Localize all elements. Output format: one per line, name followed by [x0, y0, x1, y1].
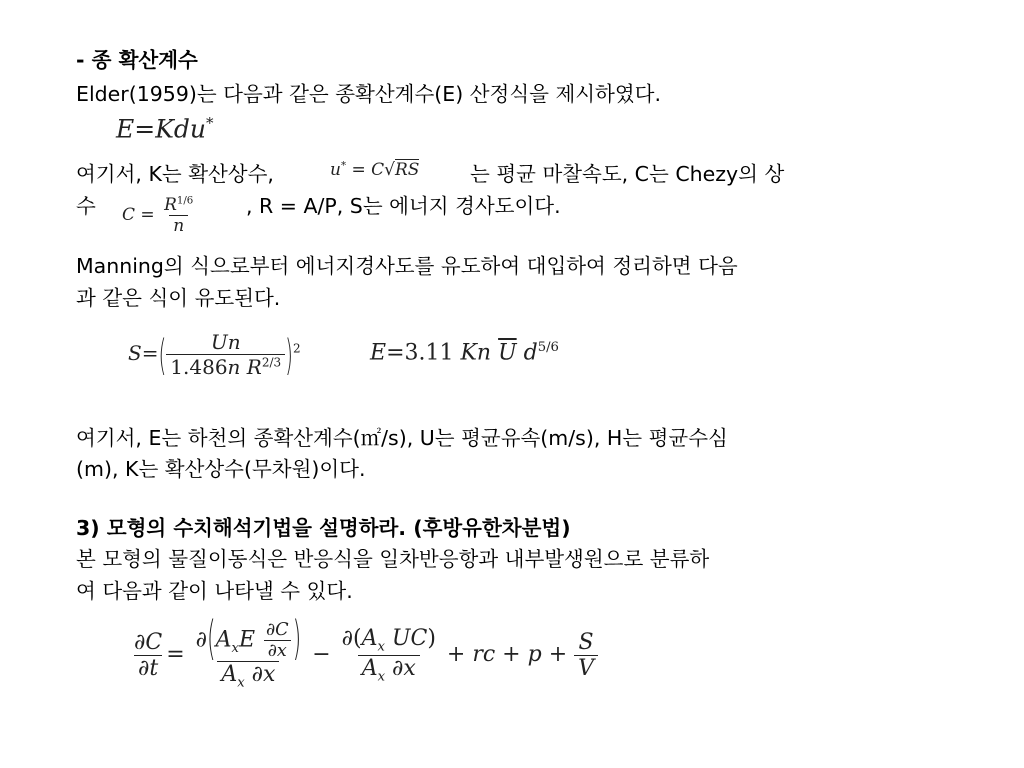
equation-friction-velocity: u* = C√RS — [330, 160, 420, 180]
where-e-line-2: (m), K는 확산상수(무차원)이다. — [76, 457, 366, 481]
manning-line-1: Manning의 식으로부터 에너지경사도를 유도하여 대입하여 정리하면 다음 — [76, 254, 738, 278]
manning-line-2: 과 같은 식이 유도된다. — [76, 286, 281, 310]
heading-numerical-method: 3) 모형의 수치해석기법을 설명하라. (후방유한차분법) — [76, 516, 571, 540]
heading-longitudinal-dispersion: - 종 확산계수 — [76, 48, 198, 72]
where-e-line-1: 여기서, E는 하천의 종확산계수(㎡/s), U는 평균유속(m/s), H는 평균수심 — [76, 426, 728, 450]
body-line-2: 여 다음과 같이 나타낼 수 있다. — [76, 579, 353, 603]
equation-energy-slope: S=( $\frac{Un}{1.486n R^{2/3}}$ )$^2$ — [128, 329, 301, 380]
where-k-line-b: 는 평균 마찰속도, C는 Chezy의 상 — [470, 162, 785, 186]
equation-elder: E=Kdu* — [116, 114, 214, 144]
where-k-line-a: 여기서, K는 확산상수, — [76, 162, 274, 186]
where-c-line-b: , R = A/P, S는 에너지 경사도이다. — [246, 194, 561, 218]
body-line-1: 본 모형의 물질이동식은 반응식을 일차반응항과 내부발생원으로 분류하 — [76, 547, 710, 571]
elder-intro: Elder(1959)는 다음과 같은 종확산계수(E) 산정식을 제시하였다. — [76, 82, 661, 106]
equation-dispersion-coefficient: E=3.11 Kn $\overline{U}$ $d^{5/6}$ — [370, 340, 559, 366]
where-c-line-a: 수 — [76, 194, 96, 218]
equation-transport: $\frac{\partial C}{\partial t}$ = $\partial(A_xE$ $\frac{\partial C}{\partial x}$ ) $A_x$ ∂x − $\frac{\partial(A_x UC)}{A_x \partial x}$ + rc + p + $\frac{S}{V}$ — [130, 620, 598, 690]
equation-chezy: C = $\frac{R^{1/6}}{n}$ — [122, 195, 194, 236]
